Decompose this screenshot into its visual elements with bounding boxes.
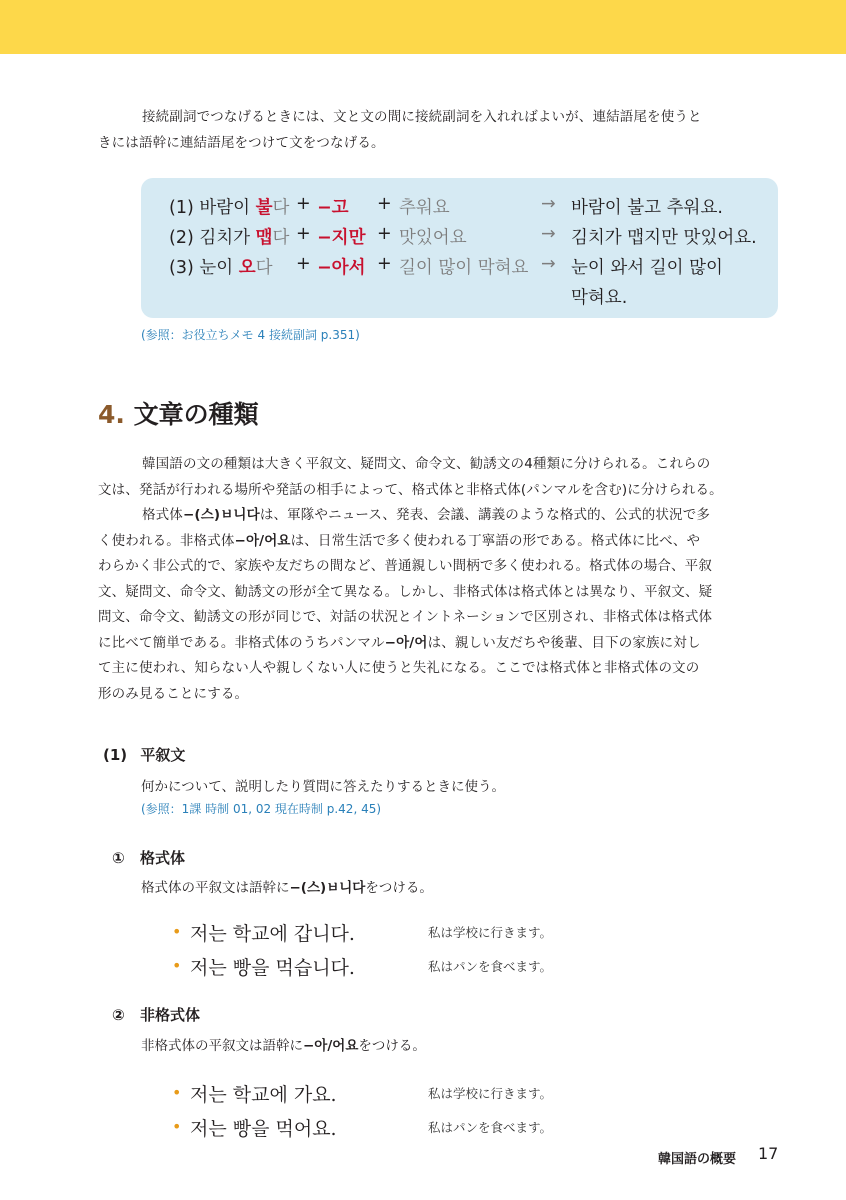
body-line — [98, 503, 778, 529]
plus-sign: + — [296, 254, 311, 274]
plus-sign: + — [377, 194, 392, 214]
body-line: 韓国語の文の種類は大きく平叙文、疑問文、命令文、勧誘文の4種類に分けられる。これらの — [142, 456, 711, 472]
japanese-translation: 私は学校に行きます。 — [428, 925, 553, 940]
example-row — [169, 194, 289, 219]
example-tail: 다 — [272, 228, 290, 248]
body-text: は、親しい友だちや後輩、目下の家族に対し — [427, 634, 701, 651]
intro-line: 接続副詞でつなげるときには、文と文の間に接続副詞を入れればよいが、連結語尾を使うと — [142, 109, 702, 125]
grammar-ending: −아/어 — [384, 634, 428, 651]
bullet-icon: • — [172, 1117, 182, 1136]
body-line: わらかく非公式的で、家族や友だちの間など、普通親しい間柄で多く使われる。格式体の場合、平叙 — [98, 558, 712, 574]
intro-paragraph — [98, 105, 778, 156]
example-next: 추워요 — [399, 198, 450, 218]
example-result: 김치가 맵지만 맛있어요. — [571, 228, 757, 248]
intro-line: きには語幹に連結語尾をつけて文をつなげる。 — [98, 134, 385, 151]
informal-title: 非格式体 — [139, 1006, 200, 1024]
plus-sign: + — [377, 254, 392, 274]
section-title: 文章の種類 — [133, 400, 259, 429]
formal-heading — [112, 847, 185, 868]
body-line: 文は、発話が行われる場所や発話の相手によって、格式体と非格式体(パンマルを含む)に分けられる。 — [98, 481, 723, 498]
korean-example: 저는 빵을 먹습니다. — [190, 957, 355, 979]
bullet-icon: • — [172, 922, 182, 941]
body-text: に比べて簡単である。非格式体のうちパンマル — [98, 634, 385, 651]
desc-text: 非格式体の平叙文は語幹に — [141, 1038, 303, 1054]
body-text: く使われる。非格式体 — [98, 532, 235, 549]
example-row — [169, 224, 289, 249]
formal-description — [141, 876, 433, 896]
page-number: 17 — [758, 1144, 779, 1163]
japanese-translation: 私はパンを食べます。 — [428, 1120, 553, 1135]
footer-chapter-title: 韓国語の概要 — [657, 1152, 736, 1167]
korean-example: 저는 빵을 먹어요. — [190, 1118, 337, 1140]
subsection-heading — [103, 744, 185, 765]
example-box — [141, 178, 778, 318]
example-subject: (2) 김치가 — [169, 228, 256, 248]
example-stem: 불 — [255, 198, 273, 218]
example-result: 눈이 와서 길이 많이 — [571, 258, 723, 278]
desc-text: をつける。 — [365, 880, 433, 896]
body-text: は、軍隊やニュース、発表、会議、講義のような格式的、公式的状況で多 — [259, 507, 711, 523]
arrow-icon: → — [541, 254, 556, 274]
japanese-translation: 私は学校に行きます。 — [428, 1086, 553, 1101]
bullet-icon: • — [172, 1083, 182, 1102]
example-subject: (3) 눈이 — [169, 258, 239, 278]
korean-example: 저는 학교에 갑니다. — [190, 923, 355, 945]
reference-note: (参照：1課 時制 01, 02 現在時制 p.42, 45) — [141, 802, 382, 816]
japanese-translation: 私はパンを食べます。 — [428, 959, 553, 974]
body-line: て主に使われ、知らない人や親しくない人に使うと失礼になる。ここでは格式体と非格式体の文の — [98, 660, 700, 676]
example-tail: 다 — [272, 198, 290, 218]
example-next: 길이 많이 막혀요 — [399, 258, 529, 278]
body-line: 文、疑問文、命令文、勧誘文の形が全て異なる。しかし、非格式体は格式体とは異なり、平叙文、疑 — [98, 583, 713, 600]
body-line — [98, 631, 778, 657]
grammar-ending: −(스)ㅂ니다 — [182, 507, 260, 523]
plus-sign: + — [296, 194, 311, 214]
grammar-ending: −아/어요 — [303, 1038, 359, 1054]
grammar-ending: −(스)ㅂ니다 — [289, 880, 366, 896]
subsection-description: 何かについて、説明したり質問に答えたりするときに使う。 — [141, 779, 505, 795]
example-result: 바람이 불고 추워요. — [571, 198, 723, 218]
example-stem: 맵 — [255, 228, 273, 248]
arrow-icon: → — [541, 194, 556, 214]
arrow-icon: → — [541, 224, 556, 244]
top-color-band — [0, 0, 846, 54]
example-tail: 다 — [255, 258, 273, 278]
body-line: 問文、命令文、勧誘文の形が同じで、対話の状況とイントネーションで区別され、非格式体は格式体 — [98, 609, 713, 625]
example-ending: −지만 — [317, 228, 366, 248]
grammar-ending: −아/어요 — [234, 532, 291, 549]
plus-sign: + — [296, 224, 311, 244]
informal-heading — [112, 1004, 200, 1025]
section-heading — [98, 395, 259, 431]
body-paragraph — [98, 452, 778, 707]
body-line — [98, 529, 778, 555]
korean-example: 저는 학교에 가요. — [190, 1084, 337, 1106]
circled-number: ① — [112, 849, 125, 867]
example-stem: 오 — [238, 258, 256, 278]
example-result-continued: 막혀요. — [571, 288, 628, 308]
informal-description — [141, 1034, 426, 1054]
reference-note: (参照：お役立ちメモ 4 接続副詞 p.351) — [141, 328, 360, 342]
circled-number: ② — [112, 1006, 125, 1024]
body-line: 形のみ見ることにする。 — [98, 685, 249, 702]
example-ending: −고 — [317, 198, 349, 218]
bullet-icon: • — [172, 956, 182, 975]
subsection-number: (1) — [103, 746, 128, 764]
body-text: 格式体 — [142, 507, 183, 523]
example-subject: (1) 바람이 — [169, 198, 256, 218]
subsection-title: 平叙文 — [140, 746, 186, 764]
body-text: は、日常生活で多く使われる丁寧語の形である。格式体に比べ、や — [290, 532, 701, 549]
example-next: 맛있어요 — [399, 228, 467, 248]
example-ending: −아서 — [317, 258, 366, 278]
plus-sign: + — [377, 224, 392, 244]
desc-text: 格式体の平叙文は語幹に — [141, 880, 290, 896]
section-number: 4. — [98, 400, 125, 429]
formal-title: 格式体 — [139, 849, 185, 867]
desc-text: をつける。 — [358, 1038, 426, 1054]
example-row — [169, 254, 273, 279]
